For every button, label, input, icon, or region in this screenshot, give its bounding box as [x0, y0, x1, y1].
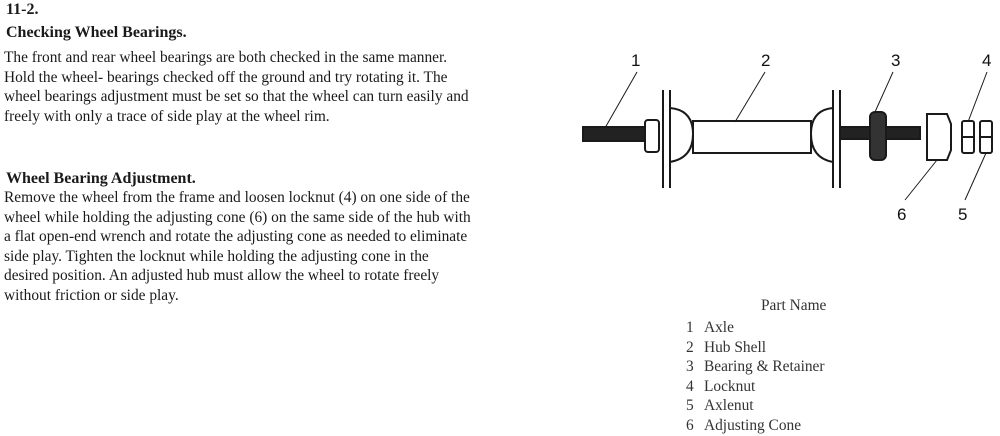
legend-item-number: 1: [686, 319, 694, 336]
callout-3: 3: [891, 51, 901, 70]
part-name-legend: [686, 296, 826, 436]
bearing-retainer: [870, 112, 886, 160]
legend-item: [686, 357, 826, 377]
legend-item-name: Axlenut: [704, 397, 754, 415]
heading-wheel-bearing-adjustment: Wheel Bearing Adjustment.: [6, 170, 196, 187]
right-hub-bulge: [811, 108, 833, 162]
leader-line-1: [605, 72, 637, 128]
paragraph-checking-wheel-bearings: The front and rear wheel bearings are both checked in the same manner. Hold the wheel- bearings checked off the ground and try rotating it. The wheel bearings adjustment must be set so that the wheel can turn easily and freely with only a trace of side play at the wheel rim.: [4, 49, 469, 125]
adjusting-cone: [927, 114, 951, 160]
legend-item-number: 5: [686, 397, 694, 415]
legend-item-number: 2: [686, 338, 694, 356]
legend-item-name: Axle: [704, 319, 734, 336]
leader-line-3: [875, 72, 893, 112]
legend-item-number: 3: [686, 358, 694, 376]
section-number: 11-2.: [6, 1, 39, 18]
leader-line-2: [735, 72, 765, 122]
callout-5: 5: [958, 205, 968, 224]
leader-line-6: [905, 160, 937, 200]
legend-item-number: 4: [686, 377, 694, 395]
heading-checking-wheel-bearings: Checking Wheel Bearings.: [6, 24, 187, 41]
leader-line-5: [965, 153, 986, 200]
legend-item: [686, 396, 826, 416]
leader-line-4: [968, 72, 987, 122]
legend-item-name: Hub Shell: [704, 338, 766, 356]
legend-item: [686, 318, 826, 338]
legend-item: [686, 377, 826, 397]
callout-6: 6: [897, 205, 907, 224]
legend-item-name: Locknut: [704, 377, 756, 395]
legend-title: Part Name: [761, 297, 827, 314]
legend-item-name: Bearing & Retainer: [704, 358, 825, 376]
left-nut: [645, 120, 659, 152]
legend-item-name: Adjusting Cone: [704, 416, 802, 434]
legend-item: [686, 416, 826, 436]
legend-item: [686, 338, 826, 358]
hub-exploded-diagram: [575, 40, 1000, 235]
legend-item-number: 6: [686, 416, 694, 434]
axle-thread-left: [583, 127, 647, 141]
callout-2: 2: [761, 51, 771, 70]
hub-body: [693, 121, 811, 153]
left-hub-bulge: [670, 108, 693, 162]
callout-4: 4: [982, 51, 992, 70]
paragraph-wheel-bearing-adjustment: Remove the wheel from the frame and loosen locknut (4) on one side of the wheel while holding the adjusting cone (6) on the same side of the hub with a flat open-end wrench and rotate the adjusting cone as needed to eliminate side play. Tighten the locknut while holding the adjusting cone in the desired position. An adjusted hub must allow the wheel to rotate freely without friction or side play.: [4, 189, 471, 304]
callout-1: 1: [631, 51, 641, 70]
